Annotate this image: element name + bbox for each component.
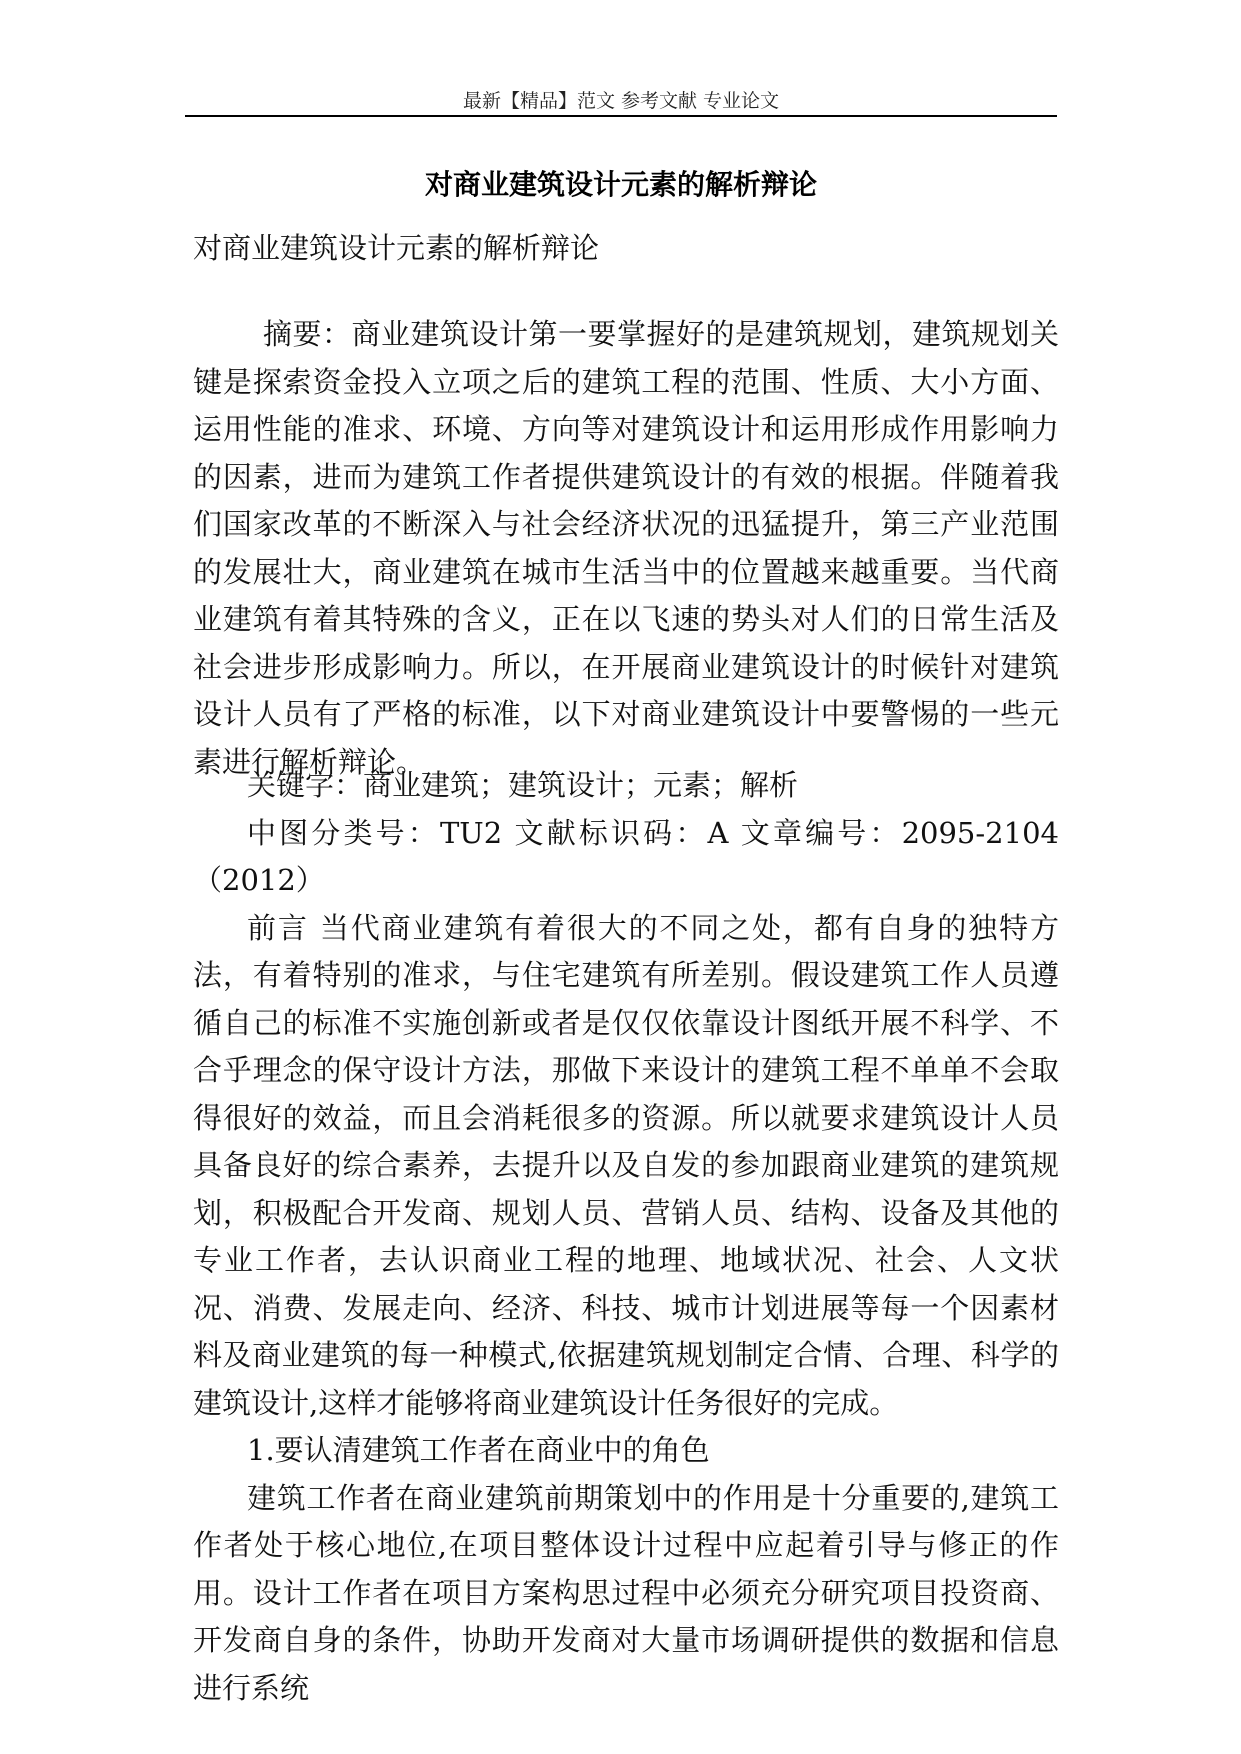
document-title: 对商业建筑设计元素的解析辩论	[424, 168, 817, 201]
classification-line: 中图分类号：TU2 文献标识码：A 文章编号：2095-2104（2012）	[193, 815, 1059, 897]
section-1-paragraph: 建筑工作者在商业建筑前期策划中的作用是十分重要的,建筑工作者处于核心地位,在项目整体设计过程中应起着引导与修正的作用。设计工作者在项目方案构思过程中必须充分研究项目投资商、开发商自身的条件，协助开发商对大量市场调研提供的数据和信息进行系统	[193, 1480, 1059, 1705]
header-rule	[185, 115, 1057, 117]
page-header: 最新【精品】范文 参考文献 专业论文	[462, 90, 780, 112]
preface-paragraph: 前言 当代商业建筑有着很大的不同之处，都有自身的独特方法，有着特别的准求，与住宅建筑有所差别。假设建筑工作人员遵循自己的标准不实施创新或者是仅仅依靠设计图纸开展不科学、不合乎理念的保守设计方法，那做下来设计的建筑工程不单单不会取得很好的效益，而且会消耗很多的资源。所以就要求建筑设计人员具备良好的综合素养，去提升以及自发的参加跟商业建筑的建筑规划，积极配合开发商、规划人员、营销人员、结构、设备及其他的专业工作者，去认识商业工程的地理、地域状况、社会、人文状况、消费、发展走向、经济、科技、城市计划进展等每一个因素材料及商业建筑的每一种模式,依据建筑规划制定合情、合理、科学的建筑设计,这样才能够将商业建筑设计任务很好的完成。	[193, 910, 1059, 1420]
document-subtitle: 对商业建筑设计元素的解析辩论	[193, 231, 600, 265]
body-block	[193, 762, 1059, 1712]
section-1-heading: 1.要认清建筑工作者在商业中的角色	[247, 1433, 710, 1467]
abstract-paragraph: 摘要：商业建筑设计第一要掌握好的是建筑规划，建筑规划关键是探索资金投入立项之后的建筑工程的范围、性质、大小方面、运用性能的准求、环境、方向等对建筑设计和运用形成作用影响力的因素，进而为建筑工作者提供建筑设计的有效的根据。伴随着我们国家改革的不断深入与社会经济状况的迅猛提升，第三产业范围的发展壮大，商业建筑在城市生活当中的位置越来越重要。当代商业建筑有着其特殊的含义，正在以飞速的势头对人们的日常生活及社会进步形成影响力。所以，在开展商业建筑设计的时候针对建筑设计人员有了严格的标准，以下对商业建筑设计中要警惕的一些元素进行解析辩论。	[193, 317, 1059, 779]
abstract-block	[193, 311, 1059, 786]
keywords-line: 关键字：商业建筑；建筑设计；元素；解析	[247, 768, 799, 802]
